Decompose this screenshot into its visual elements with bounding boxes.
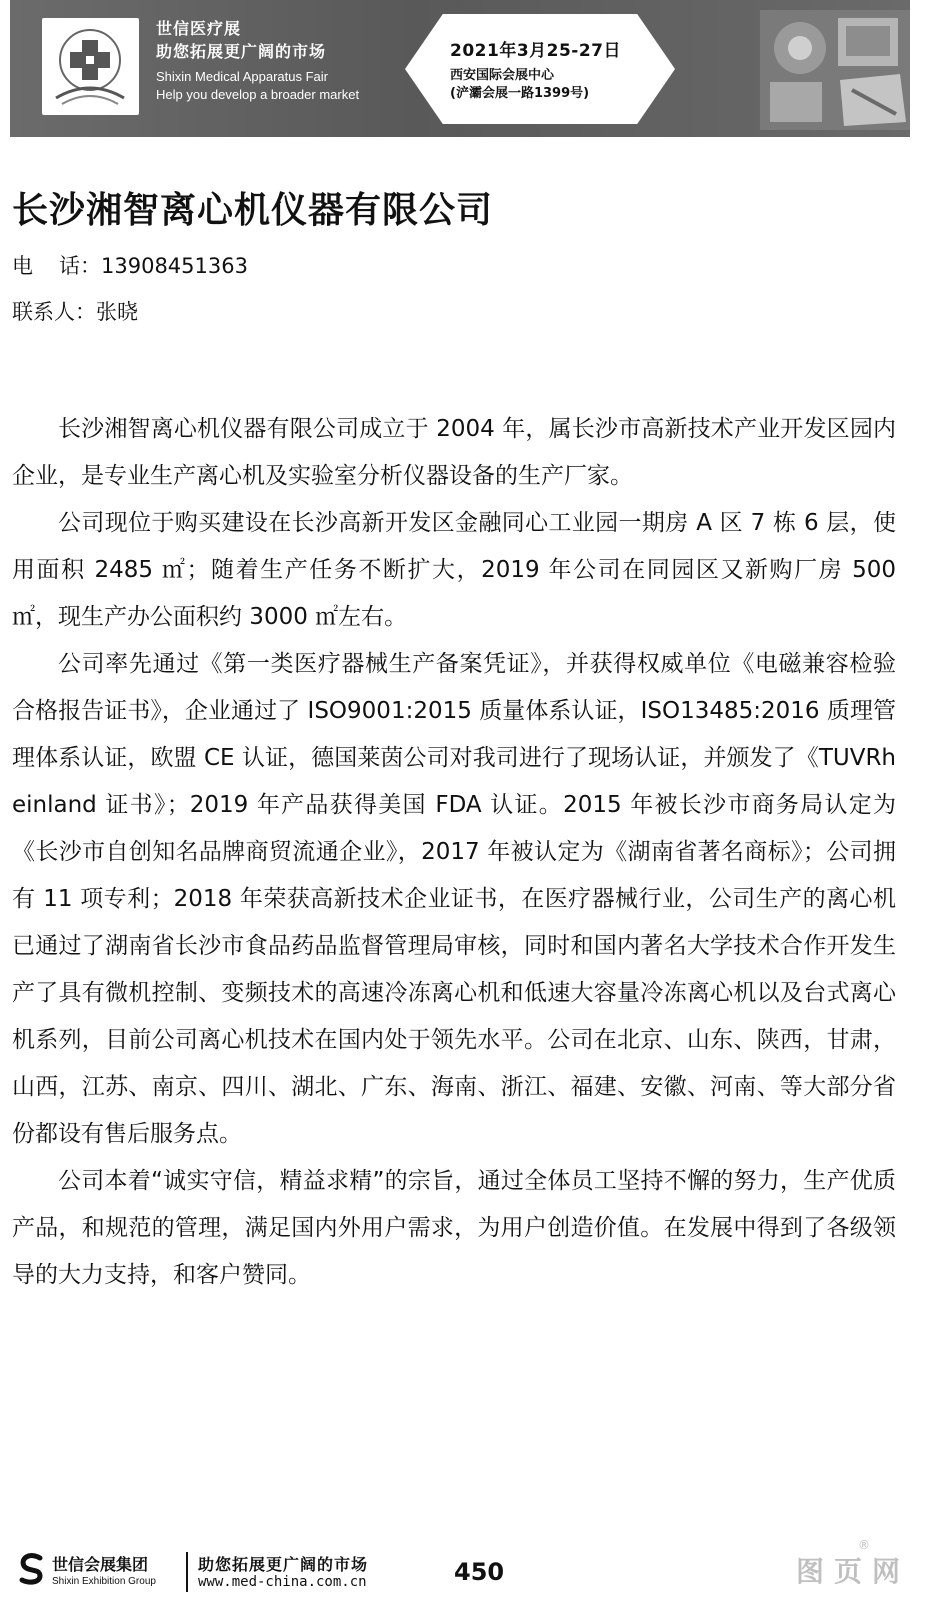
contact-line [12,297,138,327]
contact-label: 联系人： [12,300,96,324]
fair-banner [10,0,910,137]
group-name-cn: 世信会展集团 [52,1555,149,1574]
fair-address: (浐灞会展一路1399号) [450,86,590,101]
registered-mark: ® [858,1538,870,1552]
page-footer [0,1530,936,1600]
banner-slogan [156,18,359,104]
company-description [12,406,896,1299]
medical-cross-icon [42,18,139,115]
paragraph-certifications: 公司率先通过《第一类医疗器械生产备案凭证》，并获得权威单位《电磁兼容检验合格报告证书》，企业通过了 ISO9001:2015 质量体系认证，ISO13485:2016 质理管理体系认证，欧盟 CE 认证，德国莱茵公司对我司进行了现场认证，并颁发了《TUVRheinland 证书》；2019 年产品获得美国 FDA 认证。2015 年被长沙市商务局认定为《长沙市自创知名品牌商贸流通企业》，2017 年被认定为《湖南省著名商标》；公司拥有 11 项专利；2018 年荣获高新技术企业证书，在医疗器械行业，公司生产的离心机已通过了湖南省长沙市食品药品监督管理局审核，同时和国内著名大学技术合作开发生产了具有微机控制、变频技术的高速冷冻离心机和低速大容量冷冻离心机以及台式离心机系列，目前公司离心机技术在国内处于领先水平。公司在北京、山东、陕西，甘肃，山西，江苏、南京、四川、湖北、广东、海南、浙江、福建、安徽、河南、等大部分省份都设有售后服务点。 [12,651,896,1147]
footer-divider [186,1552,188,1592]
paragraph-location: 公司现位于购买建设在长沙高新开发区金融同心工业园一期房 A 区 7 栋 6 层，使用面积 2485 ㎡；随着生产任务不断扩大，2019 年公司在同园区又新购厂房 500 ㎡，现生产办公面积约 3000 ㎡左右。 [12,510,896,630]
watermark: 图页网 [796,1555,911,1588]
banner-title-cn: 世信医疗展 [156,19,242,38]
phone-number: 13908451363 [101,254,248,278]
group-name-en: Shixin Exhibition Group [52,1576,156,1587]
phone-label-b: 话： [59,254,101,278]
banner-subtitle-en: Help you develop a broader market [156,87,360,102]
company-name: 长沙湘智离心机仪器有限公司 [12,190,494,231]
phone-label-a: 电 [12,254,59,278]
phone-line [12,251,248,281]
equipment-collage-icon [760,10,910,130]
banner-title-en: Shixin Medical Apparatus Fair [156,69,328,84]
paragraph-founding: 长沙湘智离心机仪器有限公司成立于 2004 年，属长沙市高新技术产业开发区园内企业，是专业生产离心机及实验室分析仪器设备的生产厂家。 [12,416,896,489]
footer-url: www.med-china.com.cn [198,1574,367,1590]
contact-name: 张晓 [96,300,138,324]
fair-logo [42,18,139,115]
page-number: 450 [454,1558,505,1586]
fair-venue: 西安国际会展中心 [450,68,555,83]
group-logo-icon [16,1552,48,1586]
footer-slogan: 助您拓展更广阔的市场 [198,1555,369,1574]
banner-subtitle-cn: 助您拓展更广阔的市场 [156,42,327,61]
paragraph-mission: 公司本着“诚实守信，精益求精”的宗旨，通过全体员工坚持不懈的努力，生产优质产品，和规范的管理，满足国内外用户需求，为用户创造价值。在发展中得到了各级领导的大力支持，和客户赞同。 [12,1168,896,1288]
fair-date: 2021年3月25-27日 [450,41,622,61]
